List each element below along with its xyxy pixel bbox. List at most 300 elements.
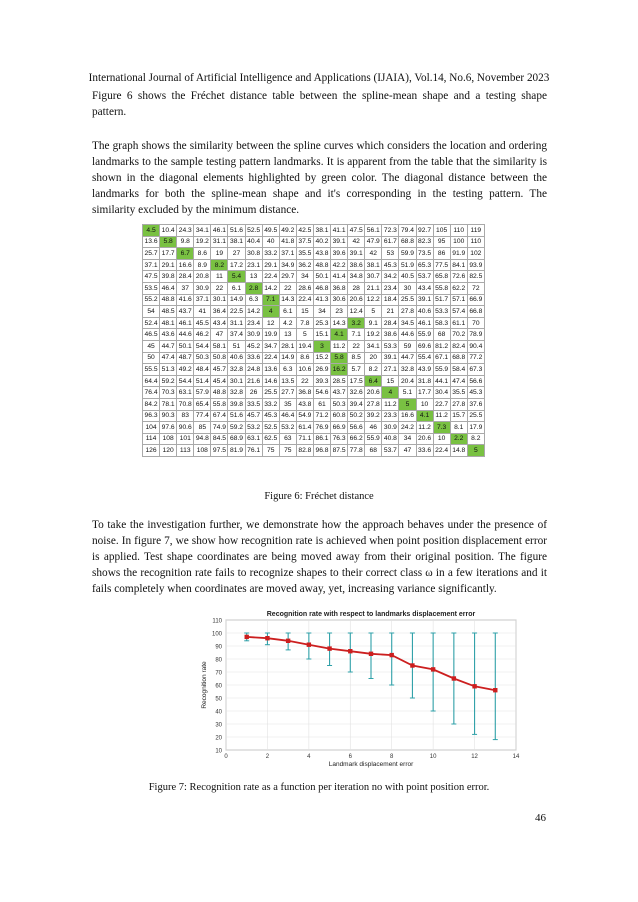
table-cell: 75 (262, 445, 279, 457)
x-tick-label: 6 (348, 754, 352, 760)
table-cell: 6.3 (245, 294, 262, 306)
table-cell: 37.4 (228, 329, 245, 341)
table-cell: 27 (228, 248, 245, 260)
table-cell: 45.2 (245, 340, 262, 352)
table-cell: 15 (382, 375, 399, 387)
table-cell: 110 (450, 225, 467, 237)
data-point (493, 688, 497, 692)
table-cell: 59.2 (228, 422, 245, 434)
table-cell: 48.8 (211, 387, 228, 399)
table-cell: 53.3 (433, 306, 450, 318)
table-cell: 65.3 (416, 259, 433, 271)
table-cell: 16.6 (399, 410, 416, 422)
table-cell: 51.3 (160, 364, 177, 376)
table-cell: 4 (382, 387, 399, 399)
table-cell: 47.5 (143, 271, 160, 283)
table-cell: 77.4 (194, 410, 211, 422)
table-cell: 37.1 (143, 259, 160, 271)
table-cell: 55.8 (211, 398, 228, 410)
table-cell: 43.9 (416, 364, 433, 376)
frechet-table (142, 224, 485, 457)
table-cell: 82.5 (467, 271, 484, 283)
table-cell: 6.4 (365, 375, 382, 387)
table-cell: 93.9 (467, 259, 484, 271)
table-cell: 6.7 (177, 248, 194, 260)
table-cell: 87.5 (331, 445, 348, 457)
table-cell: 39.6 (331, 248, 348, 260)
table-cell: 53.2 (245, 422, 262, 434)
data-point (245, 635, 249, 639)
table-cell: 76.3 (331, 433, 348, 445)
table-cell: 68.8 (399, 236, 416, 248)
table-cell: 70.8 (177, 398, 194, 410)
x-tick-label: 8 (390, 754, 394, 760)
table-cell: 100 (450, 236, 467, 248)
table-cell: 20.6 (416, 433, 433, 445)
table-cell: 45.7 (245, 410, 262, 422)
table-cell: 32.8 (228, 364, 245, 376)
table-cell: 45.3 (467, 387, 484, 399)
table-cell: 4.2 (279, 317, 296, 329)
table-cell: 67.3 (467, 364, 484, 376)
table-cell: 20.4 (399, 375, 416, 387)
table-cell: 70 (467, 317, 484, 329)
table-cell: 68.8 (450, 352, 467, 364)
table-cell: 26 (245, 387, 262, 399)
table-cell: 7.1 (262, 294, 279, 306)
table-cell: 24.2 (399, 422, 416, 434)
table-cell: 40.8 (382, 433, 399, 445)
table-cell: 4.1 (331, 329, 348, 341)
table-cell: 77.8 (348, 445, 365, 457)
table-cell: 48.1 (160, 317, 177, 329)
table-cell: 45.3 (262, 410, 279, 422)
table-cell: 37.1 (194, 294, 211, 306)
y-tick-label: 110 (212, 618, 222, 625)
table-cell: 39.4 (348, 398, 365, 410)
table-cell: 13 (245, 271, 262, 283)
table-cell: 90.6 (177, 422, 194, 434)
table-cell: 5.8 (160, 236, 177, 248)
table-cell: 31.1 (211, 236, 228, 248)
table-cell: 28.6 (296, 282, 313, 294)
table-cell: 24.8 (245, 364, 262, 376)
table-cell: 8.5 (348, 352, 365, 364)
table-cell: 55.2 (143, 294, 160, 306)
table-cell: 17.7 (160, 248, 177, 260)
table-cell: 5.4 (228, 271, 245, 283)
table-cell: 54.9 (296, 410, 313, 422)
table-cell: 23.3 (382, 410, 399, 422)
table-cell: 68 (433, 329, 450, 341)
table-cell: 17.5 (348, 375, 365, 387)
table-cell: 41.4 (331, 271, 348, 283)
table-cell: 39.2 (365, 410, 382, 422)
table-cell: 77.2 (467, 352, 484, 364)
table-cell: 108 (160, 433, 177, 445)
table-cell: 69.6 (416, 340, 433, 352)
table-cell: 27.1 (382, 364, 399, 376)
table-cell: 113 (177, 445, 194, 457)
table-cell: 13.6 (143, 236, 160, 248)
table-cell: 8.2 (467, 433, 484, 445)
table-cell: 51 (228, 340, 245, 352)
table-cell: 8.2 (365, 364, 382, 376)
table-cell: 40 (262, 236, 279, 248)
table-cell: 66.9 (467, 294, 484, 306)
table-row (143, 271, 485, 283)
table-cell: 10.4 (160, 225, 177, 237)
table-cell: 11 (211, 271, 228, 283)
table-cell: 34.5 (399, 317, 416, 329)
table-cell: 43.7 (331, 387, 348, 399)
table-cell: 68 (365, 445, 382, 457)
data-point (307, 643, 311, 647)
table-row (143, 236, 485, 248)
table-cell: 2.2 (450, 433, 467, 445)
table-cell: 47.4 (450, 375, 467, 387)
table-cell: 46.2 (194, 329, 211, 341)
table-cell: 84.5 (211, 433, 228, 445)
table-cell: 51.9 (399, 259, 416, 271)
table-cell: 30.6 (331, 294, 348, 306)
table-cell: 102 (467, 248, 484, 260)
data-point (348, 649, 352, 653)
x-tick-label: 10 (429, 754, 437, 760)
table-cell: 53 (382, 248, 399, 260)
table-cell: 120 (160, 445, 177, 457)
paragraph-figure6-intro: Figure 6 shows the Fréchet distance table between the spline-mean shape and a testing shape pattern. (92, 90, 547, 118)
data-point (390, 653, 394, 657)
table-cell: 82.8 (296, 445, 313, 457)
table-cell: 84.2 (143, 398, 160, 410)
table-cell: 72 (467, 282, 484, 294)
table-cell: 25.3 (313, 317, 330, 329)
table-cell: 38.6 (348, 259, 365, 271)
table-cell: 23 (331, 306, 348, 318)
table-cell: 36.8 (331, 282, 348, 294)
table-cell: 36.4 (211, 306, 228, 318)
table-cell: 77.5 (433, 259, 450, 271)
table-cell: 29.1 (262, 259, 279, 271)
table-cell: 20.6 (348, 294, 365, 306)
table-cell: 90.3 (160, 410, 177, 422)
table-cell: 30 (399, 282, 416, 294)
table-cell: 14.9 (228, 294, 245, 306)
table-cell: 22.4 (296, 294, 313, 306)
table-cell: 11.2 (416, 422, 433, 434)
table-cell: 61.7 (382, 236, 399, 248)
table-cell: 14.3 (331, 317, 348, 329)
table-cell: 39.8 (160, 271, 177, 283)
table-cell: 104 (143, 422, 160, 434)
table-cell: 41 (194, 306, 211, 318)
table-cell: 14.2 (245, 306, 262, 318)
table-cell: 17.2 (228, 259, 245, 271)
table-cell: 44.6 (399, 329, 416, 341)
table-cell: 47.9 (365, 236, 382, 248)
table-cell: 42 (348, 236, 365, 248)
table-cell: 25.5 (467, 410, 484, 422)
table-cell: 11.2 (331, 340, 348, 352)
table-cell: 18.4 (382, 294, 399, 306)
table-cell: 28 (348, 282, 365, 294)
table-cell: 46.4 (279, 410, 296, 422)
table-cell: 6.1 (228, 282, 245, 294)
table-cell: 48.8 (313, 259, 330, 271)
table-cell: 55.9 (365, 433, 382, 445)
table-cell: 4.5 (143, 225, 160, 237)
table-cell: 34.8 (348, 271, 365, 283)
table-cell: 51.4 (194, 375, 211, 387)
table-cell: 24.3 (177, 225, 194, 237)
table-cell: 46.1 (177, 317, 194, 329)
table-cell: 35.5 (450, 387, 467, 399)
table-cell: 36.2 (296, 259, 313, 271)
table-cell: 51.6 (228, 410, 245, 422)
table-cell: 48.8 (160, 294, 177, 306)
table-cell: 9.8 (177, 236, 194, 248)
table-cell: 54.4 (194, 340, 211, 352)
table-cell: 5.1 (399, 387, 416, 399)
table-cell: 17.9 (467, 422, 484, 434)
y-tick-label: 90 (215, 644, 222, 651)
table-cell: 8.6 (296, 352, 313, 364)
table-cell: 40.6 (416, 306, 433, 318)
table-row (143, 329, 485, 341)
table-cell: 48.4 (194, 364, 211, 376)
table-cell: 47 (399, 445, 416, 457)
data-point (369, 652, 373, 656)
table-cell: 15.1 (313, 329, 330, 341)
table-cell: 34 (313, 306, 330, 318)
table-cell: 49.2 (279, 225, 296, 237)
table-cell: 21.1 (365, 282, 382, 294)
table-cell: 22 (279, 282, 296, 294)
table-cell: 55.4 (416, 352, 433, 364)
table-cell: 22.4 (262, 352, 279, 364)
table-cell: 32.6 (348, 387, 365, 399)
table-cell: 84.1 (450, 259, 467, 271)
table-cell: 54 (143, 306, 160, 318)
table-cell: 14.8 (450, 445, 467, 457)
table-cell: 96.3 (143, 410, 160, 422)
table-cell: 59.2 (160, 375, 177, 387)
table-cell: 22 (296, 375, 313, 387)
table-cell: 55.8 (433, 282, 450, 294)
table-cell: 12.2 (365, 294, 382, 306)
table-cell: 72.3 (382, 225, 399, 237)
table-cell: 10 (433, 433, 450, 445)
y-axis-label: Recognition rate (201, 661, 208, 709)
table-cell: 8.6 (194, 248, 211, 260)
table-cell: 52.5 (262, 422, 279, 434)
table-cell: 85 (194, 422, 211, 434)
table-cell: 28.4 (177, 271, 194, 283)
table-cell: 13.6 (262, 364, 279, 376)
data-point (286, 639, 290, 643)
table-cell: 42.5 (296, 225, 313, 237)
table-cell: 40.5 (399, 271, 416, 283)
table-cell: 48.7 (177, 352, 194, 364)
table-row (143, 306, 485, 318)
table-cell: 34 (296, 271, 313, 283)
table-cell: 63.1 (177, 387, 194, 399)
table-cell: 83 (177, 410, 194, 422)
data-point (431, 667, 435, 671)
table-cell: 40.6 (228, 352, 245, 364)
table-cell: 22.4 (433, 445, 450, 457)
y-tick-label: 30 (215, 722, 222, 729)
table-cell: 97.6 (160, 422, 177, 434)
table-cell: 67.4 (211, 410, 228, 422)
table-cell: 43.4 (211, 317, 228, 329)
table-cell: 74.9 (211, 422, 228, 434)
table-cell: 30.9 (245, 329, 262, 341)
table-cell: 3 (313, 340, 330, 352)
table-cell: 46.1 (416, 317, 433, 329)
y-tick-label: 10 (215, 748, 222, 755)
table-cell: 63.1 (245, 433, 262, 445)
table-cell: 53.3 (382, 340, 399, 352)
table-cell: 50.2 (348, 410, 365, 422)
table-cell: 57.9 (194, 387, 211, 399)
table-cell: 43.6 (160, 329, 177, 341)
table-cell: 27.8 (399, 306, 416, 318)
x-tick-label: 4 (307, 754, 311, 760)
data-point (265, 636, 269, 640)
table-cell: 43.8 (296, 398, 313, 410)
paragraph-similarity: The graph shows the similarity between the spline curves which considers the location and ordering landmarks to the sample testing pattern landmarks. It is apparent from the table that the similarity is shown in the diagonal elements highlighted by green color. The diagonal distance between the landmarks for both the spline-mean shape and it's corresponding in the testing pattern. The similarity excluded by the minimum distance. (92, 140, 547, 216)
table-cell: 94.8 (194, 433, 211, 445)
table-cell: 41.6 (177, 294, 194, 306)
table-row (143, 317, 485, 329)
table-cell: 49.5 (262, 225, 279, 237)
table-cell: 27.8 (450, 398, 467, 410)
table-cell: 54.4 (177, 375, 194, 387)
table-cell: 16.6 (177, 259, 194, 271)
table-cell: 96.8 (313, 445, 330, 457)
table-cell: 41.8 (279, 236, 296, 248)
chart-title: Recognition rate with respect to landmarks displacement error (266, 611, 476, 618)
table-cell: 6.3 (279, 364, 296, 376)
table-cell: 7.8 (296, 317, 313, 329)
table-cell: 64.4 (143, 375, 160, 387)
y-tick-label: 60 (215, 683, 222, 690)
table-cell: 41.3 (313, 294, 330, 306)
table-cell: 56.1 (365, 225, 382, 237)
table-cell: 55.9 (416, 329, 433, 341)
table-cell: 19.2 (365, 329, 382, 341)
table-cell: 30.9 (194, 282, 211, 294)
table-cell: 58.4 (450, 364, 467, 376)
table-cell: 110 (467, 236, 484, 248)
frechet-distance-table (142, 224, 485, 457)
table-cell: 86.1 (313, 433, 330, 445)
table-cell: 70.3 (160, 387, 177, 399)
table-cell: 42.2 (331, 259, 348, 271)
table-cell: 44.1 (433, 375, 450, 387)
table-cell: 4 (262, 306, 279, 318)
table-cell: 43.8 (313, 248, 330, 260)
table-cell: 50.8 (211, 352, 228, 364)
table-cell: 23.1 (245, 259, 262, 271)
table-cell: 53.5 (143, 282, 160, 294)
table-cell: 7.1 (348, 329, 365, 341)
table-cell: 53.7 (416, 271, 433, 283)
table-cell: 37.5 (296, 236, 313, 248)
table-cell: 39.3 (313, 375, 330, 387)
table-cell: 44.7 (160, 340, 177, 352)
table-cell: 119 (467, 225, 484, 237)
table-cell: 51.6 (228, 225, 245, 237)
table-cell: 47.4 (160, 352, 177, 364)
y-tick-label: 80 (215, 657, 222, 664)
table-cell: 34.1 (194, 225, 211, 237)
table-cell: 11.2 (382, 398, 399, 410)
x-tick-label: 0 (224, 754, 228, 760)
table-row (143, 445, 485, 457)
table-cell: 22.5 (228, 306, 245, 318)
table-cell: 28.5 (331, 375, 348, 387)
y-tick-label: 50 (215, 696, 222, 703)
figure6-caption: Figure 6: Fréchet distance (264, 491, 374, 502)
table-cell: 52.5 (245, 225, 262, 237)
table-cell: 15.2 (313, 352, 330, 364)
table-cell: 50.1 (313, 271, 330, 283)
table-cell: 60.8 (331, 410, 348, 422)
table-cell: 20 (365, 352, 382, 364)
table-cell: 43.7 (177, 306, 194, 318)
table-cell: 65.4 (194, 398, 211, 410)
page-number: 46 (535, 812, 546, 824)
table-cell: 50.1 (177, 340, 194, 352)
table-cell: 92.7 (416, 225, 433, 237)
table-cell: 62.5 (262, 433, 279, 445)
table-cell: 13 (279, 329, 296, 341)
table-cell: 39.1 (348, 248, 365, 260)
table-cell: 34.9 (279, 259, 296, 271)
table-cell: 48.5 (160, 306, 177, 318)
table-row (143, 398, 485, 410)
table-cell: 61.1 (450, 317, 467, 329)
table-cell: 37.1 (279, 248, 296, 260)
table-cell: 76.4 (143, 387, 160, 399)
y-tick-label: 40 (215, 709, 222, 716)
table-cell: 101 (177, 433, 194, 445)
table-cell: 25.5 (262, 387, 279, 399)
table-cell: 33.6 (245, 352, 262, 364)
table-cell: 33.6 (416, 445, 433, 457)
table-cell: 10.6 (296, 364, 313, 376)
table-cell: 31.8 (416, 375, 433, 387)
table-row (143, 364, 485, 376)
table-cell: 50.3 (331, 398, 348, 410)
table-cell: 19.9 (262, 329, 279, 341)
table-cell: 5 (365, 306, 382, 318)
table-cell: 61 (313, 398, 330, 410)
table-cell: 16.2 (331, 364, 348, 376)
table-cell: 50 (143, 352, 160, 364)
journal-header: International Journal of Artificial Intelligence and Applications (IJAIA), Vol.14, No.6, November 2023 (88, 72, 550, 84)
table-cell: 40.2 (313, 236, 330, 248)
table-cell: 45.5 (194, 317, 211, 329)
table-row (143, 248, 485, 260)
paragraph-noise: To take the investigation further, we demonstrate how the approach behaves under the presence of noise. In figure 7, we show how recognition rate is achieved when point position displacement error is applied. Test shape coordinates are being moved away from their original position. The figure shows the recognition rate fails to recognize shapes to their correct class ω in a few iterations and it fails completely when coordinates are moved away, yet, increasing variance significantly. (92, 519, 547, 595)
table-cell: 72.6 (450, 271, 467, 283)
table-row (143, 387, 485, 399)
table-row (143, 282, 485, 294)
